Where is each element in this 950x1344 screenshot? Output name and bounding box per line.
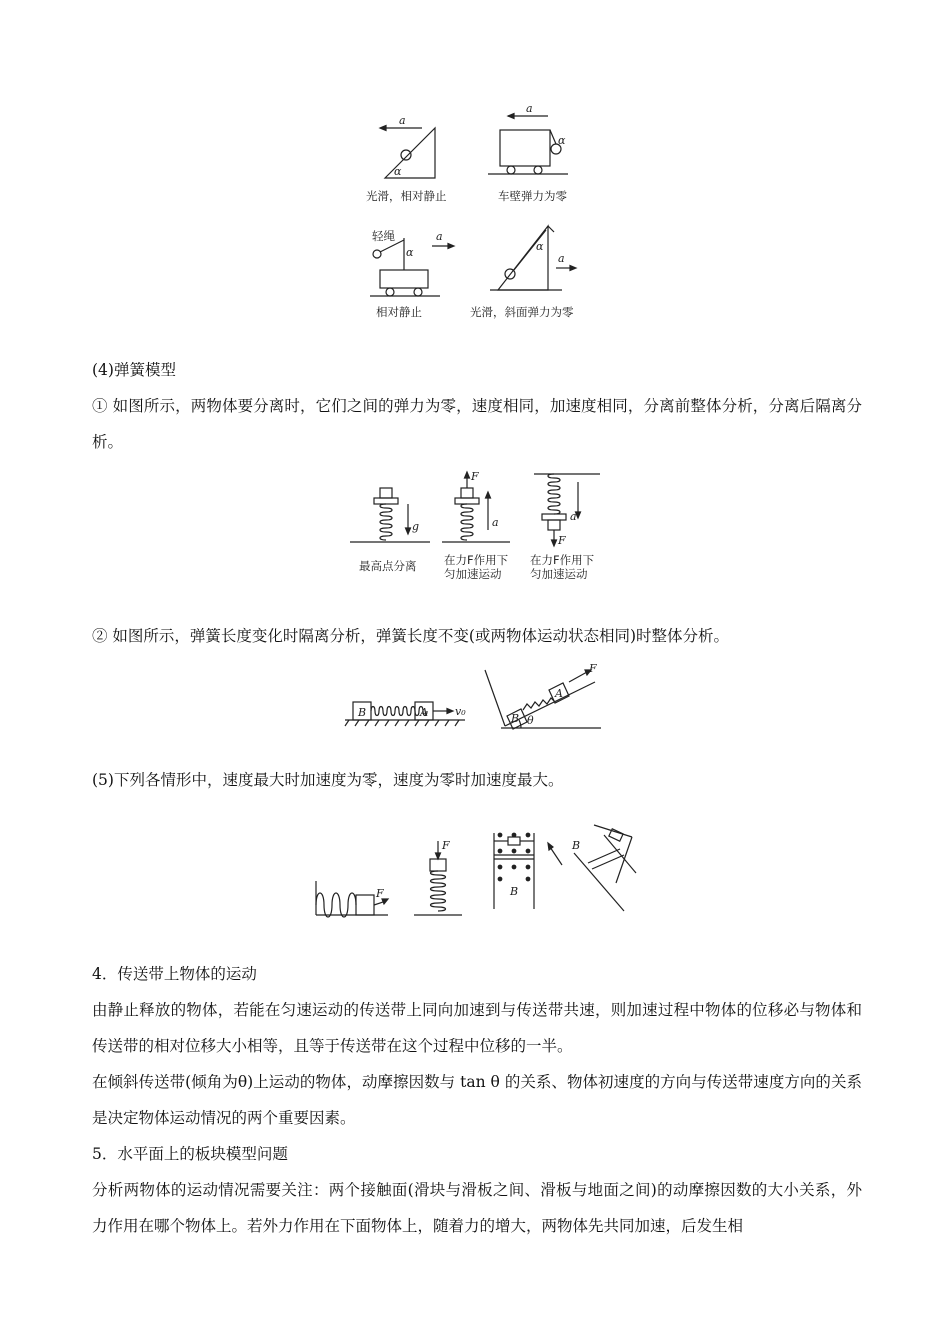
horizontal-spring-block-diagram bbox=[316, 881, 388, 917]
cart-wall-diagram bbox=[488, 102, 568, 203]
angle-label: α bbox=[394, 165, 402, 178]
label-section4-fig_symbols-F: F bbox=[558, 534, 566, 547]
spring-separation-figure bbox=[350, 468, 610, 588]
label-section4-fig2_symbols-A: A bbox=[420, 706, 428, 719]
inclined-rail-diagram bbox=[548, 825, 636, 911]
label-section4-fig2_symbols-v0: v₀ bbox=[455, 705, 466, 718]
label-section5-fig_symbols-B: B bbox=[572, 839, 581, 852]
label-section4-fig_symbols-a: a bbox=[492, 516, 499, 529]
label-section4-fig2_symbols-A: A bbox=[555, 687, 563, 700]
incline-spring-diagram bbox=[485, 662, 601, 729]
magnetic-field-rail-diagram bbox=[494, 833, 534, 909]
label-section4-fig2_symbols-B: B bbox=[511, 712, 520, 725]
spring-caption-3: 匀加速运动 bbox=[444, 567, 502, 581]
label-figure_tilt-symbols-angle: α bbox=[558, 134, 566, 147]
spring-top-separation-diagram bbox=[350, 488, 430, 573]
caption-4: 光滑，斜面弹力为零 bbox=[470, 305, 574, 319]
rope-label: 轻绳 bbox=[372, 229, 395, 243]
label-section5-fig_symbols-F: F bbox=[442, 839, 450, 852]
label-section4-fig2_symbols-F: F bbox=[589, 662, 597, 675]
label-figure_tilt-symbols-accel: a bbox=[436, 230, 443, 243]
caption-3: 相对静止 bbox=[376, 305, 422, 319]
label-section4-fig_symbols-a: a bbox=[570, 510, 577, 523]
label-section5-fig_symbols-F: F bbox=[376, 887, 384, 900]
label-figure_tilt-symbols-accel: a bbox=[558, 252, 565, 265]
heading-4: 4．传送带上物体的运动 bbox=[92, 965, 257, 983]
heading-5: 5．水平面上的板块模型问题 bbox=[92, 1145, 288, 1163]
paragraph-4b: 在倾斜传送带(倾角为θ)上运动的物体，动摩擦因数与 tan θ 的关系、物体初速度的方向与传送带速度方向的关系是决定物体运动情况的两个重要因素。 bbox=[92, 1073, 862, 1127]
section4-para1: ① 如图所示，两物体要分离时，它们之间的弹力为零，速度相同，加速度相同，分离前整体分析，分离后隔离分析。 bbox=[92, 397, 862, 451]
g-label: g bbox=[412, 520, 420, 533]
label-figure_tilt-symbols-accel: a bbox=[526, 102, 533, 115]
section4-title: (4)弹簧模型 bbox=[92, 361, 176, 379]
connected-bodies-figure bbox=[345, 660, 607, 736]
label-figure_tilt-symbols-angle: α bbox=[536, 240, 544, 253]
spring-force-up-diagram bbox=[442, 470, 510, 581]
label-section5-fig_symbols-B: B bbox=[510, 885, 519, 898]
spring-caption-1: 最高点分离 bbox=[359, 559, 417, 573]
label-section4-fig2_symbols-theta: θ bbox=[527, 714, 534, 727]
spring-force-down-diagram bbox=[530, 474, 600, 581]
horizontal-spring-diagram bbox=[345, 702, 466, 726]
extreme-states-figure bbox=[312, 825, 642, 925]
label-section4-fig2_symbols-B: B bbox=[358, 706, 367, 719]
label-section4-fig_symbols-F: F bbox=[471, 470, 479, 483]
incline-ball-diagram bbox=[366, 114, 447, 203]
vertical-spring-block-diagram bbox=[414, 839, 462, 915]
spring-caption-2: 在力F作用下 bbox=[444, 553, 509, 567]
caption-1: 光滑，相对静止 bbox=[366, 189, 447, 203]
cart-rope-diagram bbox=[370, 229, 454, 319]
paragraph-4a: 由静止释放的物体，若能在匀速运动的传送带上同向加速到与传送带共速，则加速过程中物体的位移必与物体和传送带的相对位移大小相等，且等于传送带在这个过程中位移的一半。 bbox=[92, 1001, 862, 1055]
section4-para2: ② 如图所示，弹簧长度变化时隔离分析，弹簧长度不变(或两物体运动状态相同)时整体分析。 bbox=[92, 627, 730, 645]
spring-caption-5: 匀加速运动 bbox=[530, 567, 588, 581]
caption-2: 车壁弹力为零 bbox=[498, 189, 567, 203]
incline-hanging-diagram bbox=[470, 226, 576, 319]
section5-title: (5)下列各情形中，速度最大时加速度为零，速度为零时加速度最大。 bbox=[92, 771, 564, 789]
spring-caption-4: 在力F作用下 bbox=[530, 553, 595, 567]
accel-label: a bbox=[399, 114, 406, 127]
paragraph-5: 分析两物体的运动情况需要关注：两个接触面(滑块与滑板之间、滑板与地面之间)的动摩擦因数的大小关系，外力作用在哪个物体上。若外力作用在下面物体上，随着力的增大，两物体先共同加速，后发生相 bbox=[92, 1181, 862, 1235]
label-figure_tilt-symbols-angle: α bbox=[406, 246, 414, 259]
acceleration-models-figure bbox=[350, 100, 600, 330]
